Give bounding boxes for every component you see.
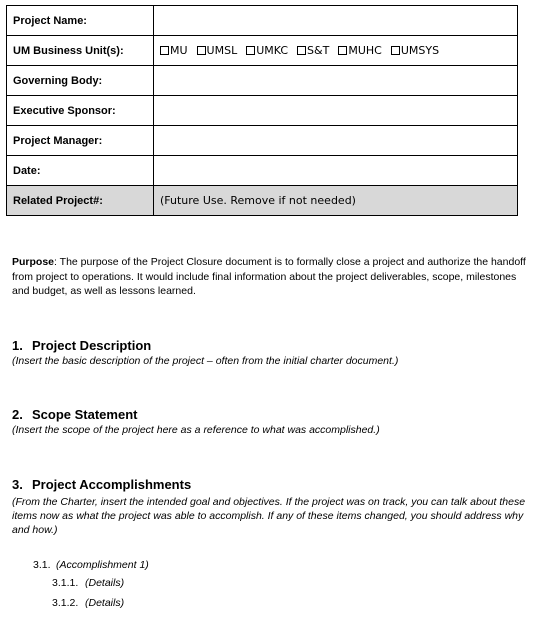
table-row <box>7 6 518 36</box>
purpose-paragraph <box>12 255 530 299</box>
table-row <box>7 186 518 216</box>
related-project-label: Related Project#: <box>7 186 154 216</box>
checkbox-icon[interactable] <box>246 46 255 55</box>
purpose-text: : The purpose of the Project Closure document is to formally close a project and authorize the handoff from project to operations. It would include final information about the project deliverables, scope, milestones and budget, as well as lessons learned. <box>12 256 526 297</box>
project-name-label: Project Name: <box>7 6 154 36</box>
table-row <box>7 66 518 96</box>
governing-body-label: Governing Body: <box>7 66 154 96</box>
executive-sponsor-label: Executive Sponsor: <box>7 96 154 126</box>
list-item: 3.1.1. (Details) <box>52 577 125 589</box>
list-item: 3.1.2. (Details) <box>52 597 125 609</box>
unit-option-mu[interactable]: MU <box>160 44 188 57</box>
section-note-project-accomplishments: (From the Charter, insert the intended goal and objectives. If the project was on track, you can talk about these items now as what the project was able to accomplish. If any of these items changed, you should address why and how.) <box>12 496 526 536</box>
project-name-value[interactable] <box>154 6 518 36</box>
checkbox-icon[interactable] <box>338 46 347 55</box>
unit-option-umsys[interactable]: UMSYS <box>391 44 439 57</box>
purpose-label: Purpose <box>12 256 55 268</box>
business-unit-options <box>154 36 518 66</box>
related-project-value[interactable]: (Future Use. Remove if not needed) <box>154 186 518 216</box>
executive-sponsor-value[interactable] <box>154 96 518 126</box>
unit-option-st[interactable]: S&T <box>297 44 329 57</box>
checkbox-icon[interactable] <box>197 46 206 55</box>
table-row <box>7 36 518 66</box>
section-heading-scope-statement: 2. Scope Statement <box>12 407 138 422</box>
project-manager-label: Project Manager: <box>7 126 154 156</box>
date-label: Date: <box>7 156 154 186</box>
unit-option-umkc[interactable]: UMKC <box>246 44 288 57</box>
section-heading-project-accomplishments: 3. Project Accomplishments <box>12 477 192 492</box>
date-value[interactable] <box>154 156 518 186</box>
governing-body-value[interactable] <box>154 66 518 96</box>
list-item: 3.1. (Accomplishment 1) <box>33 559 149 571</box>
table-row <box>7 126 518 156</box>
project-manager-value[interactable] <box>154 126 518 156</box>
table-row <box>7 156 518 186</box>
checkbox-icon[interactable] <box>391 46 400 55</box>
project-info-table <box>6 5 518 216</box>
business-unit-label: UM Business Unit(s): <box>7 36 154 66</box>
section-heading-project-description: 1. Project Description <box>12 338 152 353</box>
checkbox-icon[interactable] <box>297 46 306 55</box>
section-note-project-description: (Insert the basic description of the project – often from the initial charter document.) <box>12 355 399 367</box>
section-note-scope-statement: (Insert the scope of the project here as a reference to what was accomplished.) <box>12 424 380 436</box>
table-row <box>7 96 518 126</box>
unit-option-umsl[interactable]: UMSL <box>197 44 238 57</box>
checkbox-icon[interactable] <box>160 46 169 55</box>
unit-option-muhc[interactable]: MUHC <box>338 44 382 57</box>
